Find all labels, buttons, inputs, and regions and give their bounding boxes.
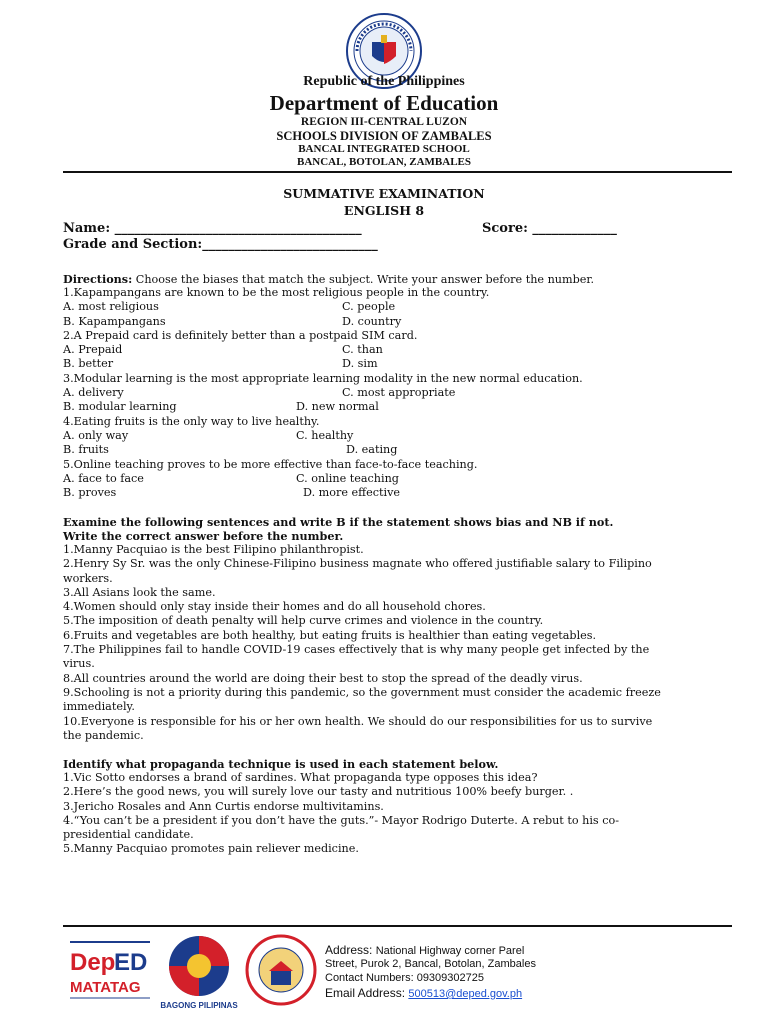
name-field[interactable]: Name: ______________________________________ xyxy=(63,221,362,236)
choice-row xyxy=(63,386,743,400)
region-title: REGION III-CENTRAL LUZON xyxy=(300,116,468,128)
bagong-pilipinas-logo xyxy=(160,932,238,1010)
statement-item: the pandemic. xyxy=(63,728,144,742)
choice-row xyxy=(63,443,743,457)
propaganda-item: 4.“You can’t be a president if you don’t have the guts.”- Mayor Rodrigo Duterte. A rebut to his co- xyxy=(63,813,620,827)
choice-row xyxy=(63,343,743,357)
statement-item: 10.Everyone is responsible for his or her own health. We should do our responsibilities for us to survive xyxy=(63,714,653,728)
choice-option: A. face to face xyxy=(63,471,144,485)
choice-option: A. most religious xyxy=(63,300,159,314)
statement-item: 4.Women should only stay inside their homes and do all household chores. xyxy=(63,600,486,614)
footer-divider xyxy=(63,925,732,927)
statement-item: workers. xyxy=(63,571,113,585)
score-field[interactable]: Score: _____________ xyxy=(482,221,617,236)
choice-row xyxy=(63,315,743,329)
part3-heading: Identify what propaganda technique is used in each statement below. xyxy=(63,757,499,771)
statement-item: virus. xyxy=(63,657,95,671)
address-label: Address: xyxy=(325,943,376,957)
svg-text:MATATAG: MATATAG xyxy=(70,979,141,996)
choice-option: C. most appropriate xyxy=(342,386,456,400)
choice-option: C. than xyxy=(342,343,383,357)
header-divider xyxy=(63,171,732,173)
address-value: National Highway corner Parel xyxy=(375,945,525,957)
choice-row xyxy=(63,472,743,486)
choice-option: C. people xyxy=(342,300,396,314)
statement-item: 1.Manny Pacquiao is the best Filipino philanthropist. xyxy=(63,543,364,556)
propaganda-item: 2.Here’s the good news, you will surely love our tasty and nutritious 100% beefy burger. . xyxy=(63,785,574,799)
choice-option: A. Prepaid xyxy=(63,343,123,357)
question-item: 5.Online teaching proves to be more effective than face-to-face teaching. xyxy=(63,457,478,471)
directions xyxy=(63,272,594,287)
grade-section-field[interactable]: Grade and Section:___________________________ xyxy=(63,237,378,252)
choice-option: A. only way xyxy=(63,428,129,442)
department-title: Department of Education xyxy=(269,91,499,115)
directions-text: Choose the biases that match the subject. Write your answer before the number. xyxy=(132,273,595,286)
choice-option: B. Kapampangans xyxy=(63,314,166,328)
division-title: SCHOOLS DIVISION OF ZAMBALES xyxy=(276,129,492,143)
school-seal-logo xyxy=(244,933,318,1011)
svg-text:Dep: Dep xyxy=(70,949,116,976)
question-item: 2.A Prepaid card is definitely better than a postpaid SIM card. xyxy=(63,328,418,342)
part2-heading: Examine the following sentences and write B if the statement shows bias and NB if not. xyxy=(63,515,614,529)
address-line-2: Street, Purok 2, Bancal, Botolan, Zambales xyxy=(325,958,536,970)
svg-text:BAGONG PILIPINAS: BAGONG PILIPINAS xyxy=(160,1001,238,1010)
part2-subheading: Write the correct answer before the number. xyxy=(63,529,344,543)
email-line xyxy=(325,986,522,1000)
propaganda-item: 1.Vic Sotto endorses a brand of sardines. What propaganda type opposes this idea? xyxy=(63,771,538,784)
question-item: 1.Kapampangans are known to be the most religious people in the country. xyxy=(63,286,490,299)
statement-item: 7.The Philippines fail to handle COVID-19 cases effectively that is why many people get infected by the xyxy=(63,643,650,657)
question-item: 4.Eating fruits is the only way to live healthy. xyxy=(63,414,320,428)
choice-option: D. country xyxy=(342,314,402,328)
choice-option: B. modular learning xyxy=(63,400,177,414)
choice-option: D. more effective xyxy=(303,486,401,500)
choice-option: A. delivery xyxy=(63,386,124,400)
statement-item: 9.Schooling is not a priority during this pandemic, so the government must consider the academic freeze xyxy=(63,685,661,699)
choice-option: D. sim xyxy=(342,357,378,371)
statement-item: 3.All Asians look the same. xyxy=(63,585,216,599)
choice-option: C. healthy xyxy=(296,428,354,442)
statement-item: 8.All countries around the world are doing their best to stop the spread of the deadly virus. xyxy=(63,671,583,685)
choice-option: B. proves xyxy=(63,486,117,500)
republic-title: Republic of the Philippines xyxy=(303,74,465,89)
exam-subject: ENGLISH 8 xyxy=(343,203,425,218)
propaganda-item: 5.Manny Pacquiao promotes pain reliever medicine. xyxy=(63,842,359,856)
directions-label: Directions: xyxy=(63,272,133,286)
email-link[interactable]: 500513@deped.gov.ph xyxy=(408,988,523,1000)
part1-items xyxy=(63,286,743,500)
choice-option: D. new normal xyxy=(296,400,379,414)
statement-item: 2.Henry Sy Sr. was the only Chinese-Filipino business magnate who offered justifiable salary to Filipino xyxy=(63,557,652,571)
question-item: 3.Modular learning is the most appropriate learning modality in the new normal education. xyxy=(63,371,583,385)
contact-numbers: Contact Numbers: 09309302725 xyxy=(325,972,484,984)
choice-option: C. online teaching xyxy=(296,471,399,485)
propaganda-item: presidential candidate. xyxy=(63,828,194,842)
choice-row xyxy=(63,429,743,443)
choice-row xyxy=(63,357,743,371)
statement-item: 6.Fruits and vegetables are both healthy, but eating fruits is healthier than eating vegetables. xyxy=(63,628,597,642)
choice-row xyxy=(63,400,743,414)
email-label: Email Address: xyxy=(325,986,409,1000)
propaganda-item: 3.Jericho Rosales and Ann Curtis endorse multivitamins. xyxy=(63,799,384,813)
exam-title: SUMMATIVE EXAMINATION xyxy=(283,186,485,201)
school-address: BANCAL, BOTOLAN, ZAMBALES xyxy=(297,156,471,168)
choice-row xyxy=(63,300,743,314)
choice-row xyxy=(63,486,743,500)
school-name: BANCAL INTEGRATED SCHOOL xyxy=(298,143,470,155)
part2-items xyxy=(63,543,753,743)
choice-option: D. eating xyxy=(346,443,398,457)
svg-text:ED: ED xyxy=(114,949,148,976)
address-line xyxy=(325,943,524,957)
statement-item: 5.The imposition of death penalty will help curve crimes and violence in the country. xyxy=(63,614,544,628)
statement-item: immediately. xyxy=(63,700,135,714)
choice-option: B. better xyxy=(63,357,114,371)
deped-matatag-logo xyxy=(70,940,150,1006)
part3-items xyxy=(63,771,753,857)
choice-option: B. fruits xyxy=(63,443,109,457)
